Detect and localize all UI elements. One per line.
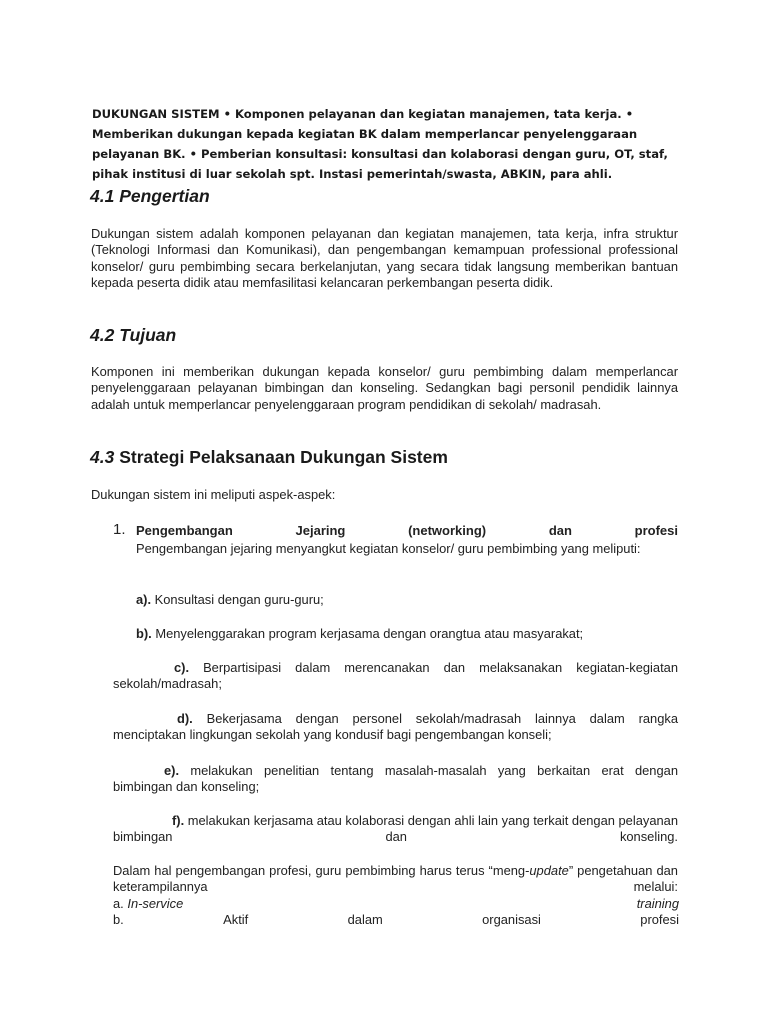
profesi-line-b <box>113 912 679 927</box>
item-label: e). <box>164 763 180 778</box>
line-a-label: a. <box>113 896 124 911</box>
line-a-em1: In-service <box>127 896 184 911</box>
tujuan-paragraph: Komponen ini memberikan dukungan kepada konselor/ guru pembimbing dalam memperlancar penyelenggaraan pelayanan bimbingan dan konseling. Sedangkan bagi personil pendidik lainnya adalah untuk memperlancar penyelenggaraan program pendidikan di sekolah/ madrasah. <box>91 364 678 412</box>
list-heading <box>136 523 678 538</box>
list-item <box>113 660 678 693</box>
line-b-word: dalam <box>347 912 383 927</box>
profesi-line-a <box>113 896 679 911</box>
section-title-tujuan: 4.2 Tujuan <box>90 325 177 345</box>
item-text: melakukan kerjasama atau kolaborasi dengan ahli lain yang terkait dengan pelayanan bimbingan dan konseling. <box>113 813 678 845</box>
section-title-strategi <box>90 447 448 468</box>
pengertian-paragraph: Dukungan sistem adalah komponen pelayanan dan kegiatan manajemen, tata kerja, infra struktur (Teknologi Informasi dan Komunikasi), dan pengembangan kemampuan professional professional konselor/ guru pembimbing secara berkelanjutan, yang secara tidak langsung memberikan bantuan kepada peserta didik atau memfasilitasi kelancaran perkembangan peserta didik. <box>91 226 678 291</box>
item-text: Menyelenggarakan program kerjasama dengan orangtua atau masyarakat; <box>155 626 584 641</box>
list-item <box>136 592 324 608</box>
heading-word: Jejaring <box>295 523 346 538</box>
list-item <box>113 813 678 846</box>
line-b-word: b. <box>113 912 124 927</box>
profesi-text-em: update <box>529 863 569 878</box>
list-number: 1. <box>113 521 126 538</box>
item-text: melakukan penelitian tentang masalah-masalah yang berkaitan erat dengan bimbingan dan konseling; <box>113 763 678 795</box>
heading-word: Pengembangan <box>136 523 233 538</box>
item-label: f). <box>172 813 185 828</box>
heading-word: dan <box>548 523 572 538</box>
section-title-pengertian: 4.1 Pengertian <box>90 186 210 206</box>
intro-paragraph: DUKUNGAN SISTEM • Komponen pelayanan dan kegiatan manajemen, tata kerja. • Memberikan dukungan kepada kegiatan BK dalam memperlancar penyelenggaraan pelayanan BK. • Pemberian konsultasi: konsultasi dan kolaborasi dengan guru, OT, staf, pihak institusi di luar sekolah spt. Instasi pemerintah/swasta, ABKIN, para ahli. <box>92 106 668 181</box>
item-label: d). <box>177 711 193 726</box>
section-title-text: Strategi Pelaksanaan Dukungan Sistem <box>119 447 448 467</box>
line-b-word: Aktif <box>223 912 249 927</box>
strategi-lead: Dukungan sistem ini meliputi aspek-aspek: <box>91 487 336 502</box>
list-item <box>136 626 583 642</box>
list-item <box>113 763 678 796</box>
item-label: a). <box>136 592 152 607</box>
list-item <box>113 711 678 744</box>
profesi-text-post: ” pengetahuan dan keterampilannya melalui: <box>113 863 678 895</box>
profesi-text-pre: Dalam hal pengembangan profesi, guru pembimbing harus terus “meng- <box>113 863 530 878</box>
section-number: 4.3 <box>90 447 115 467</box>
line-b-word: profesi <box>640 912 679 927</box>
item-text: Berpartisipasi dalam merencanakan dan melaksanakan kegiatan-kegiatan sekolah/madrasah; <box>113 660 678 692</box>
heading-word: (networking) <box>408 523 487 538</box>
line-b-word: organisasi <box>482 912 541 927</box>
list-heading-description: Pengembangan jejaring menyangkut kegiatan konselor/ guru pembimbing yang meliputi: <box>136 541 641 556</box>
profesi-paragraph <box>113 863 678 896</box>
line-a-em2: training <box>636 896 679 911</box>
item-text: Bekerjasama dengan personel sekolah/madrasah lainnya dalam rangka menciptakan lingkungan sekolah yang kondusif bagi pengembangan konseli; <box>113 711 678 743</box>
item-text: Konsultasi dengan guru-guru; <box>154 592 324 607</box>
item-label: b). <box>136 626 152 641</box>
item-label: c). <box>174 660 190 675</box>
heading-word: profesi <box>634 523 678 538</box>
line-a-left <box>113 896 183 911</box>
